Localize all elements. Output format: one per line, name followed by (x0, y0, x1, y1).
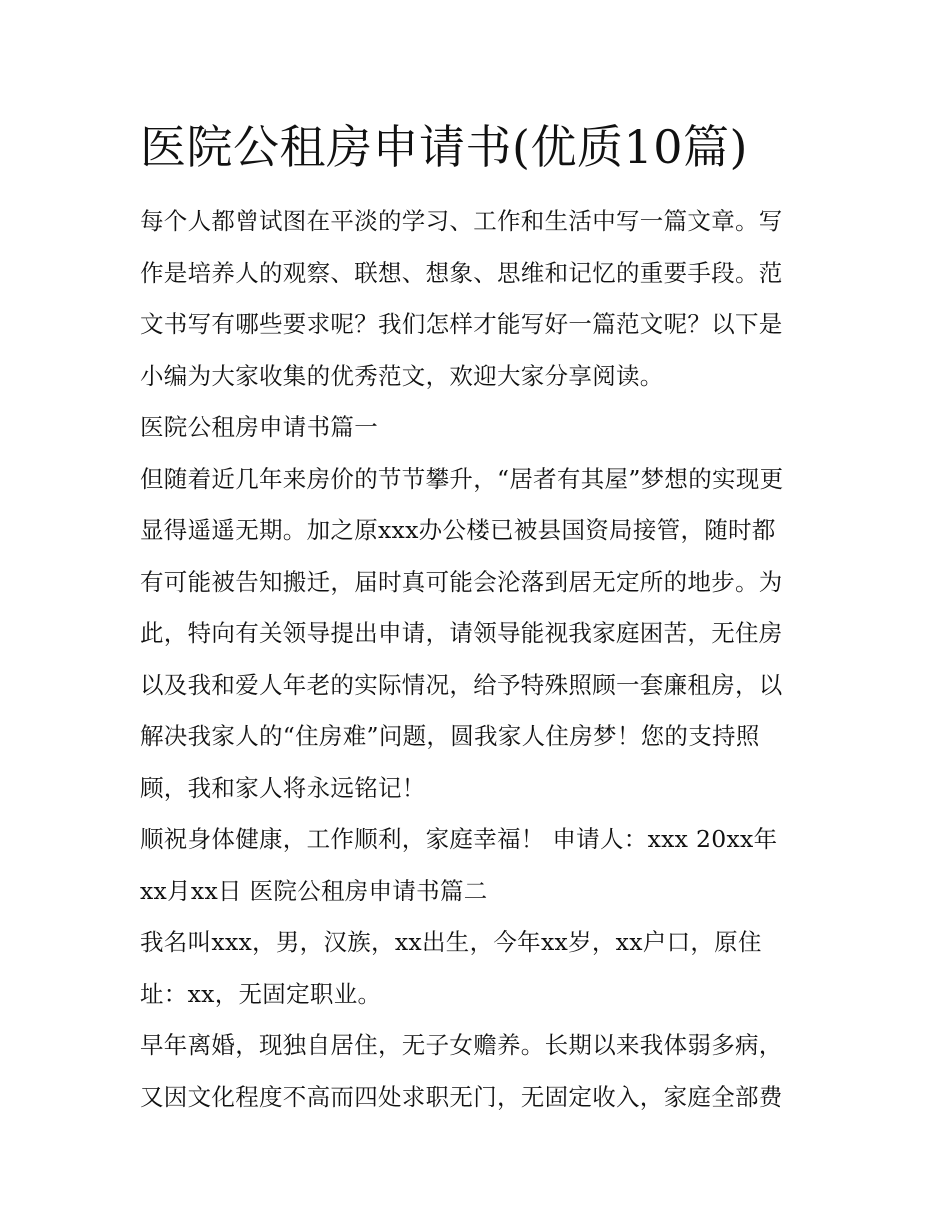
body-line: 又因文化程度不高而四处求职无门，无固定收入，家庭全部费 (140, 1082, 783, 1111)
body-line: 此，特向有关领导提出申请，请领导能视我家庭困苦，无住房 (140, 619, 783, 647)
section-heading-1: 医院公租房申请书篇一 (140, 413, 378, 441)
document-body (140, 196, 812, 1123)
body-line: 早年离婚，现独自居住，无子女赡养。长期以来我体弱多病， (140, 1031, 783, 1059)
body-line: 我名叫xxx，男，汉族，xx出生，今年xx岁，xx户口，原住 (140, 928, 762, 956)
body-line: 址：xx，无固定职业。 (140, 979, 382, 1008)
body-line: 顺祝身体健康，工作顺利，家庭幸福！ 申请人：xxx 20xx年 (140, 825, 778, 853)
body-line: 每个人都曾试图在平淡的学习、工作和生活中写一篇文章。写 (140, 207, 783, 235)
body-line: xx月xx日 医院公租房申请书篇二 (140, 876, 488, 905)
body-line: 有可能被告知搬迁，届时真可能会沦落到居无定所的地步。为 (140, 567, 783, 596)
body-line: 作是培养人的观察、联想、想象、思维和记忆的重要手段。范 (140, 258, 783, 287)
body-line: 但随着近几年来房价的节节攀升，“居者有其屋”梦想的实现更 (140, 464, 784, 493)
body-line: 顾，我和家人将永远铭记！ (140, 773, 426, 802)
body-line: 小编为大家收集的优秀范文，欢迎大家分享阅读。 (140, 361, 664, 390)
body-line: 显得遥遥无期。加之原xxx办公楼已被县国资局接管，随时都 (140, 516, 776, 544)
body-line: 以及我和爱人年老的实际情况，给予特殊照顾一套廉租房，以 (140, 670, 783, 699)
body-line: 文书写有哪些要求呢？我们怎样才能写好一篇范文呢？以下是 (140, 310, 783, 338)
body-line: 解决我家人的“住房难”问题，圆我家人住房梦！您的支持照 (140, 722, 760, 750)
document-title: 医院公租房申请书(优质10篇) (140, 120, 748, 174)
